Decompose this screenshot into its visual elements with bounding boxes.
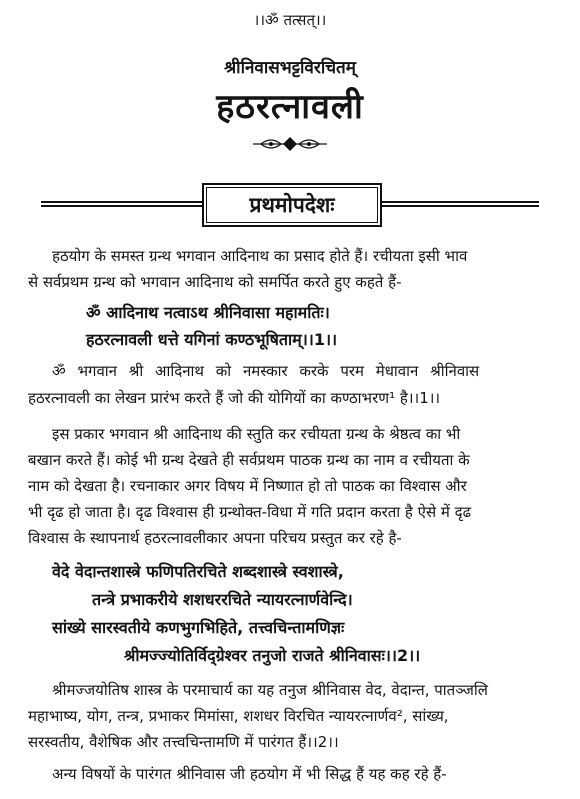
paragraph-line: बखान करते हैं। कोई भी ग्रन्थ देखते ही सर्वप्रथम पाठक ग्रन्थ का नाम व रचीयता के <box>28 451 470 469</box>
invocation-line: ।।ॐ तत्सत्।। <box>253 11 327 29</box>
author-line: श्रीनिवासभट्टविरचितम् <box>224 58 356 78</box>
paragraph-line: हठयोग के समस्त ग्रन्थ भगवान आदिनाथ का प्रसाद होते हैं। रचीयता इसी भाव <box>52 247 468 265</box>
paragraph-line: नाम को देखता है। रचनाकार अगर विषय में निष्णात हो तो पाठक का विश्वास और <box>28 477 467 495</box>
verse-line: तन्त्रे प्रभाकरीये शशधररचिते न्यायरत्नार्णवेन्दि। <box>92 590 353 609</box>
chapter-heading: प्रथमोपदेशः <box>249 193 335 217</box>
paragraph-line: हठरत्नावली का लेखन प्रारंभ करते हैं जो की योगियों का कण्ठाभरण¹ है।।1।। <box>28 389 441 407</box>
verse-line: हठरत्नावली धत्ते यगिनां कण्ठभूषिताम्।।1।। <box>86 330 338 349</box>
verse-line: वेदे वेदान्तशास्त्रे फणिपतिरचिते शब्दशास्त्रे स्वशास्त्रे, <box>52 562 344 581</box>
paragraph-line: सरस्वतीय, वैशेषिक और तत्त्वचिन्तामणि में पारंगत हैं।।2।। <box>28 733 339 751</box>
ornament-divider-icon <box>253 135 327 153</box>
verse-line: ॐ आदिनाथ नत्वाऽथ श्रीनिवासा महामतिः। <box>86 303 330 322</box>
verse-line: श्रीमज्ज्योतिर्विद्ग्रेश्वर तनुजो राजते श्रीनिवासः।।2।। <box>124 646 421 665</box>
paragraph-line: श्रीमज्जयोतिष शास्त्र के परमाचार्य का यह तनुज श्रीनिवास वेद, वेदान्त, पातञ्जलि <box>52 681 488 699</box>
paragraph-line: विश्वास के स्थापनार्थ हठरत्नावलीकार अपना परिचय प्रस्तुत कर रहे है- <box>28 529 402 547</box>
book-title: हठरत्नावली <box>216 87 364 127</box>
chapter-heading-box <box>202 183 382 227</box>
paragraph-line: ॐ भगवान श्री आदिनाथ को नमस्कार करके परम मेधावान श्रीनिवास <box>52 362 480 380</box>
paragraph-line: महाभाष्य, योग, तन्त्र, प्रभाकर मिमांसा, शशधर विरचित न्यायरत्नार्णव², सांख्य, <box>28 707 449 725</box>
paragraph-line: भी दृढ हो जाता है। दृढ विश्वास ही ग्रन्थोक्त-विधा में गति प्रदान करता है ऐसे में दृढ <box>28 503 472 521</box>
verse-line: सांख्ये सारस्वतीये कणभुगभिहिते, तत्त्वचिन्तामणिज्ञः <box>52 618 345 637</box>
paragraph-line: इस प्रकार भगवान श्री आदिनाथ की स्तुति कर रचीयता ग्रन्थ के श्रेष्ठत्व का भी <box>52 425 461 443</box>
paragraph-line: से सर्वप्रथम ग्रन्थ को भगवान आदिनाथ को समर्पित करते हुए कहते हैं- <box>28 273 402 291</box>
paragraph-line: अन्य विषयों के पारंगत श्रीनिवास जी हठयोग में भी सिद्ध हैं यह कह रहे हैं- <box>52 765 447 783</box>
